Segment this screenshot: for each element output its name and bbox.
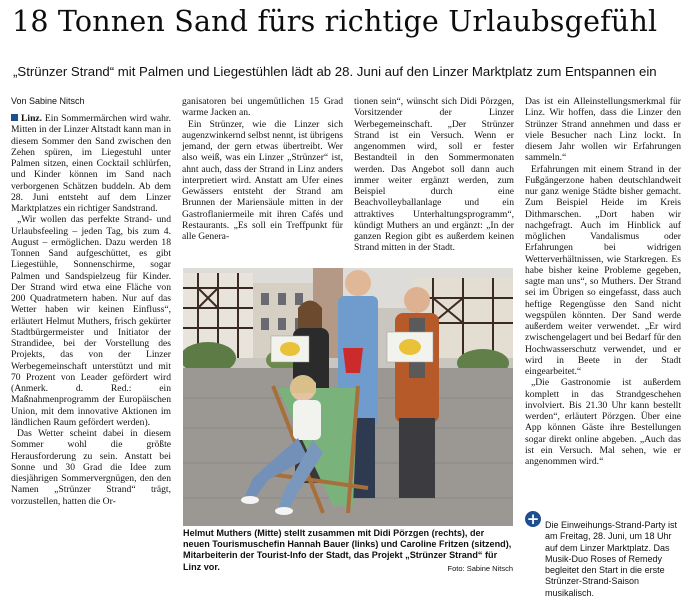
text-column-4 <box>525 96 681 506</box>
text-column-3 <box>354 96 514 263</box>
paragraph: „Wir wollen das perfekte Strand- und Urlaubsfeeling – jeden Tag, bis zum 4. August – ermöglichen. Dazu werden 18 Tonnen Sand aufgeschüttet, es gibt Liegestühle, Sonnenschirme, sogar Palmen und Sandspielzeug für Kinder. Der Strand wird etwa eine Fläche von 200 Quadratmetern haben. Nur auf das Wetter haben wir keinen Einfluss“, erläutert Helmut Muthers, frisch gekürter Stadtbürgermeister und Initiator der Strandidee, bei der Vorstellung des Projekts, das von der Linzer Werbegemeinschaft unterstützt und mit 70 Prozent von Leader gefördert wird (Anmerk. d. Red.: ein Maßnahmenprogramm der Europäischen Union, mit dem innovative Aktionen im ländlichen Raum gefördert werden). <box>11 214 171 428</box>
text-column-2 <box>182 96 343 263</box>
paragraph: Das Wetter scheint dabei in diesem Sommer wohl die größte Herausforderung zu sein. Anstatt bei Sonne und 30 Grad die Idee zum diesjährigen Sommervergnügen, den den Namen „Strünzer Strand“ trägt, vorzustellen, hatten die Or- <box>11 428 171 507</box>
article-subheadline: „Strünzer Strand“ mit Palmen und Liegestühlen lädt ab 28. Juni auf den Linzer Marktplatz zum Entspannen ein <box>13 64 657 79</box>
dateline-square-icon <box>11 114 18 121</box>
info-box <box>525 511 681 608</box>
dateline: Linz. <box>21 113 43 124</box>
photo-illustration <box>183 268 513 526</box>
article-photo <box>183 268 513 526</box>
text-column-1 <box>11 113 171 585</box>
paragraph: Das ist ein Alleinstellungsmerkmal für Linz. Wir hoffen, dass die Linzer den Strünzer Strand annehmen und dass er viele Besucher nach Linz lockt. In diesem Jahr wollen wir Erfahrungen sammeln.“ <box>525 96 681 164</box>
lead-text: Ein Sommermärchen wird wahr. Mitten in der Linzer Altstadt kann man in diesem Sommer den Sand zwischen den Zehen spüren, im Liegestuhl unter Palmen sitzen, einen Cocktail schlürfen, und Kinder können im Sand nach verborgenen Schätzen buddeln. Ab dem 28. Juni entsteht auf dem Linzer Marktplatzes ein richtiger Sandstrand. <box>11 113 171 214</box>
lead-paragraph <box>11 113 171 214</box>
info-box-text: Die Einweihungs-Strand-Party ist am Freitag, 28. Juni, um 18 Uhr auf dem Linzer Marktplatz. Das Musik-Duo Roses of Remedy begleitet den Start in die erste Strünzer-Strand-Saison musikalisch. <box>545 520 678 598</box>
photo-caption <box>183 528 513 574</box>
paragraph: Ein Strünzer, wie die Linzer sich augenzwinkernd selbst nennt, ist übrigens jemand, der gern etwas übertreibt. Wer also weiß, was ein Linzer „Strünzer“ ist, ahnt auch, dass der Strand in Linz anders interpretiert wird. Anstatt am Ufer eines Gewässers entsteht der Strand am Brunnen der Mariensäule mitten in der Gastroflaniermeile mit ihren Cafés und Restaurants. „Es soll ein Treffpunkt für alle Genera- <box>182 118 343 242</box>
photo-credit: Foto: Sabine Nitsch <box>447 563 513 573</box>
plus-icon: + <box>526 510 540 528</box>
paragraph: tionen sein“, wünscht sich Didi Pörzgen, Vorsitzender der Linzer Werbegemeinschaft. „Der Strünzer Strand ist ein Versuch. Wenn er angenommen wird, soll er fester Bestandteil in den Sommermonaten werden. Das Angebot soll dann auch immer weiter ergänzt werden, zum Beispiel durch eine Beachvolleyballanlage und ein attraktives Unterhaltungsprogramm“, kündigt Muthers an und ergänzt: „In der ganzen Region gibt es außerdem keinen Strand mitten in der Stadt. <box>354 96 514 254</box>
byline: Von Sabine Nitsch <box>11 96 85 106</box>
article-headline: 18 Tonnen Sand fürs richtige Urlaubsgefühl <box>12 5 658 38</box>
paragraph: Erfahrungen mit einem Strand in der Fußgängerzone haben deutschlandweit nur ganz wenige Städte bisher gemacht. Zum Beispiel Heide im Kreis Dithmarschen. „Dort haben wir nachgefragt. Auch im Hinblick auf möglichen Vandalismus oder Erfahrungen bei widrigen Wetterverhältnissen, wie Starkregen. Es habe bisher keine Probleme gegeben, sagte man uns“, so Muthers. Der Strand sei im Übrigen so eingefasst, dass auch heftige Regengüsse den Sand nicht wegspülen könnten. Der Sand werde außerdem weiter verwendet. „Er wird zwischengelagert und bei Bedarf für den Hochwasserschutz verwendet, und er wird in Beete in der Stadt eingearbeitet.“ <box>525 163 681 377</box>
paragraph: ganisatoren bei ungemütlichen 15 Grad warme Jacken an. <box>182 96 343 119</box>
caption-text: Helmut Muthers (Mitte) stellt zusammen mit Didi Pörzgen (rechts), der neuen Tourismuschefin Hannah Bauer (links) und Caroline Fritzen (sitzend), Mitarbeiterin der Tourist-Info der Stadt, das Projekt „Strünzer Strand“ für Linz vor. <box>183 528 512 572</box>
paragraph: „Die Gastronomie ist außerdem komplett in das Strandgeschehen involviert. Bis 21.30 Uhr kann bestellt werden“, erläutert Pörzgen. Über eine App können Gäste ihre Bestellungen sogar direkt online abgeben. „Auch das ist ein Versuch. Mal sehen, wie er angenommen wird.“ <box>525 377 681 467</box>
